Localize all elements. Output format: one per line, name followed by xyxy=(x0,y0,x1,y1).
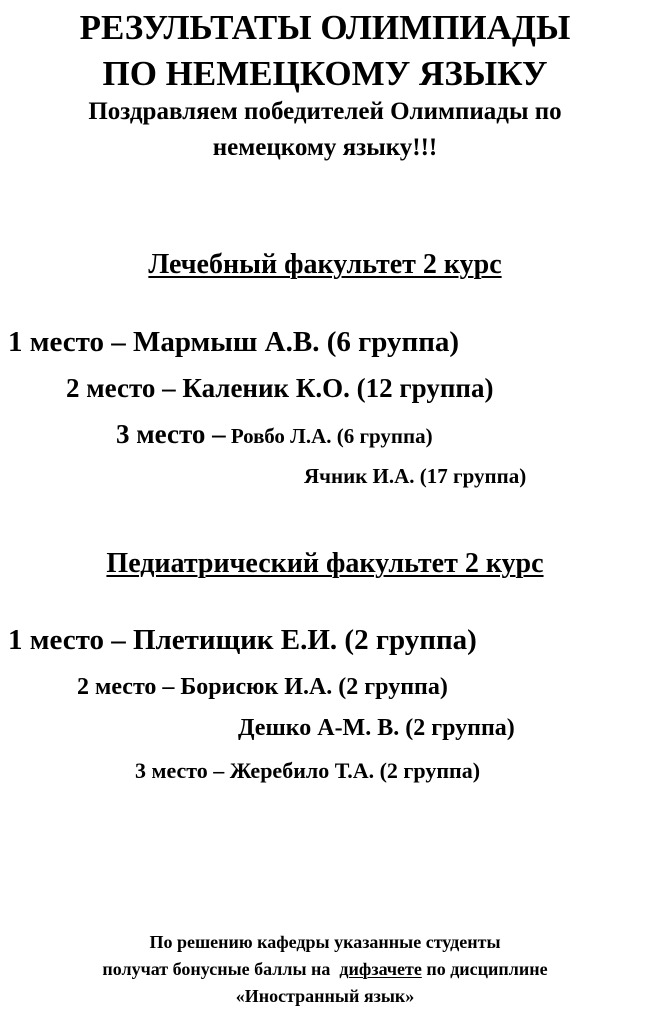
pediatric-third-place: 3 место – Жеребило Т.А. (2 группа) xyxy=(135,758,481,783)
medical-third-place-label: 3 место – xyxy=(116,419,226,449)
subtitle-line1: Поздравляем победителей Олимпиады по xyxy=(88,98,562,125)
footer-line1: По решению кафедры указанные студенты xyxy=(149,932,501,952)
medical-third-place-name: Ровбо Л.А. (6 группа) xyxy=(225,424,433,448)
footer-line3: «Иностранный язык» xyxy=(235,986,415,1006)
section-heading-medical: Лечебный факультет 2 курс xyxy=(148,249,502,280)
footer-line2-before: получат бонусные баллы на xyxy=(102,959,340,979)
medical-second-place: 2 место – Каленик К.О. (12 группа) xyxy=(66,373,494,403)
page-title-line1: РЕЗУЛЬТАТЫ ОЛИМПИАДЫ xyxy=(79,8,571,47)
pediatric-second-place: 2 место – Борисюк И.А. (2 группа) xyxy=(77,674,448,700)
medical-third-place xyxy=(116,421,433,448)
page-title-line2: ПО НЕМЕЦКОМУ ЯЗЫКУ xyxy=(102,54,548,93)
pediatric-first-place: 1 место – Плетищик Е.И. (2 группа) xyxy=(8,624,477,656)
medical-third-place-second-name: Ячник И.А. (17 группа) xyxy=(304,464,527,488)
footer-line2-after: по дисциплине xyxy=(421,959,548,979)
footer-line2 xyxy=(0,960,650,978)
subtitle-line2: немецкому языку!!! xyxy=(212,134,438,161)
pediatric-second-place-second-name: Дешко А-М. В. (2 группа) xyxy=(238,715,515,741)
footer-underlined-word: дифзачете xyxy=(339,959,422,979)
medical-first-place: 1 место – Мармыш А.В. (6 группа) xyxy=(8,326,460,358)
section-heading-pediatric: Педиатрический факультет 2 курс xyxy=(106,548,544,579)
